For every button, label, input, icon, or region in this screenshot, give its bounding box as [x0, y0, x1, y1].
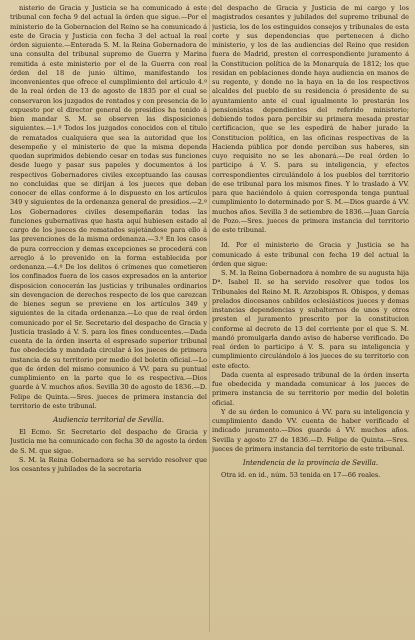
two-column-layout: [10, 4, 409, 634]
right-paragraph-account: Dada cuenta al espresado tribunal de la órden inserta fue obedecida y mandada comunicar á los jueces de primera instancia de su territorio por medio del boletin oficial.: [212, 370, 409, 407]
left-paragraph-notice: El Ecmo. Sr. Secretario del despacho de Gracia y Justicia me ha comunicado con fecha 30 de agosto la órden de S. M. que sigue.: [10, 428, 207, 455]
right-paragraph-royal-order: S. M. la Reina Gobernadora á nombre de su augusta hija Dª. Isabel II. se ha servido resolver que todos los Tribunales del Reino M. R. Arzobispos R. Obispos, y demas prelados diocesanos cabildos eclesiásticos jueces y demas instancias dependencias y subalternos de unos y otros presten el juramento prescrito por la constitucion conforme al decreto de 13 del corriente por el que S. M. mandó promulgarla dando aviso de haberse verificado. De real órden lo participo á V. S. para su inteligencia y cumplimiento circulándolo á los jueces de su territorio con este efecto.: [212, 269, 409, 370]
right-paragraph-continued: del despacho de Gracia y Justicia de mi cargo y los magistrados cesantes y jubilados del supremo tribunal de justicia, los de los estinguidos consejos y tribunales de esta corte y sus dependencias que pertenecen á dicho ministerio, y los de las audiencias del Reino que residen fuera de Madrid, presten el correspondiente juramento á la Constitucion política de la Monarquía de 1812; los que residan en poblaciones donde haya audiencia en manos de su regente, y donde no la haya en la de los respectivos alcaldes del pueblo de su residencia ó presidente de su ayuntamiento ante el cual igualmente lo prestarán los pensionistas dependientes del referido ministerio; debiendo todos para percibir su primera mesada prestar certificacion, que se les espedirá de haber jurado la Constitucion política, en las oficinas respectivas de la Hacienda pública por donde perciban sus haberes, sin cuyo requisito no se les abonará.—De real órden lo participo á V. S. para su inteligencia, y efectos correspondientes circulándolo á los pueblos del territorio de ese tribunal para los mismos fines. Y lo traslado á VV. para que haciéndolo á quien corresponda tenga puntual cumplimiento lo determinado por S. M.—Dios guarde á VV. muchos años. Sevilla 3 de setiembre de 1836.—Juan García de Pozo.—Sres. jueces de primera instancia del territorio de este tribunal.: [212, 4, 409, 234]
column-divider: [209, 6, 210, 632]
left-paragraph-continuation: S. M. la Reina Gobernadora se ha servido resolver que los cesantes y jubilados de la secretaria: [10, 455, 207, 473]
right-paragraph-id-order: Id. Por el ministerio de Gracia y Justicia se ha comunicado á este tribunal con fecha 19 del actual la órden que sigue:: [212, 241, 409, 268]
left-paragraph-main: nisterio de Gracia y Justicia se ha comunicado á este tribunal con fecha 9 del actual la órden que sigue.—Por el ministerio de la Gobernacion del Reino se ha comunicado á este de Gracia y Justicia con fecha 3 del actual la real órden siguiente.—Enterada S. M. la Reina Gobernadora de una consulta del tribunal supremo de Guerra y Marina remitida á este ministerio por el de la Guerra con real órden del 18 de junio último, manifestando los inconvenientes que ofrece el cumplimiento del artículo 4.º de la real órden de 13 de agosto de 1835 por el cual se conservaron los juzgados de rentados y con presencia de lo expuesto por el director general de presidios ha tenido á bien mandar S. M. se observen las disposiciones siguientes.—1.º Todos los juzgados conocidos con el título de rematados cualquiera que sea la autoridad que los desempeñe y el ministerio de que la misma dependa quedan suprimidos debiendo cesar en todas sus funciones desde luego y pasar sus papeles y documentos á los respectivos Gobernadores civiles exceptuando las causas no concluidas que se dirijan á los jueces que deban conocer de ellas conforme á lo dispuesto en los artículos 349 y siguientes de la ordenanza general de presidios.—2.º Los Gobernadores civiles desempeñarán todas las funciones gubernativas que hasta aquí hubiesen estado al cargo de los jueces de rematados sujetándose para ello á las prevenciones de la misma ordenanza.—3.º En los casos de pura correccion y demas excepciones se procederá con arreglo á lo prevenido en la forma establecida por ordenanza.—4.º De los delitos ó crímenes que cometieren los confinados fuera de los casos expresados en la anterior disposicion conocerán las justicias y tribunales ordinarios sin devengacion de derechos respecto de los que carezcan de bienes segun se previene en los artículos 349 y siguientes de la citada ordenanza.—Lo que de real órden comunicado por el Sr. Secretario del despacho de Gracia y Justicia traslado á V. S. para los fines conducentes.—Dada cuenta de la órden inserta el espresado superior tribunal fue obedecida y mandada circular á los jueces de primera instancia de su territorio por medio del boletin oficial.—Lo que de órden del mismo comunico á VV. para su puntual cumplimiento en la parte que le es respectiva.—Dios guarde á V. muchos años. Sevilla 30 de agosto de 1836.—D. Felipe de Quinta.—Sres. jueces de primera instancia del territorio de este tribunal.: [10, 4, 207, 410]
left-section-heading: Audiencia territorial de Sevilla.: [53, 416, 164, 424]
right-paragraph-closing: Y de su órden lo comunico á VV. para su inteligencia y cumplimiento dando VV. cuenta de haber verificado el indicado juramento.—Dios guarde á VV. muchos años. Sevilla y agosto 27 de 1836.—D. Felipe de Quinta.—Sres. jueces de primera instancia del territorio de este tribunal.: [212, 407, 409, 453]
right-column: [212, 4, 409, 634]
left-column: [10, 4, 207, 634]
right-paragraph-final: Otra id. en id., núm. 53 tenida en 17—66 reales.: [221, 471, 381, 479]
right-section-heading: Intendencia de la provincia de Sevilla.: [242, 459, 379, 467]
